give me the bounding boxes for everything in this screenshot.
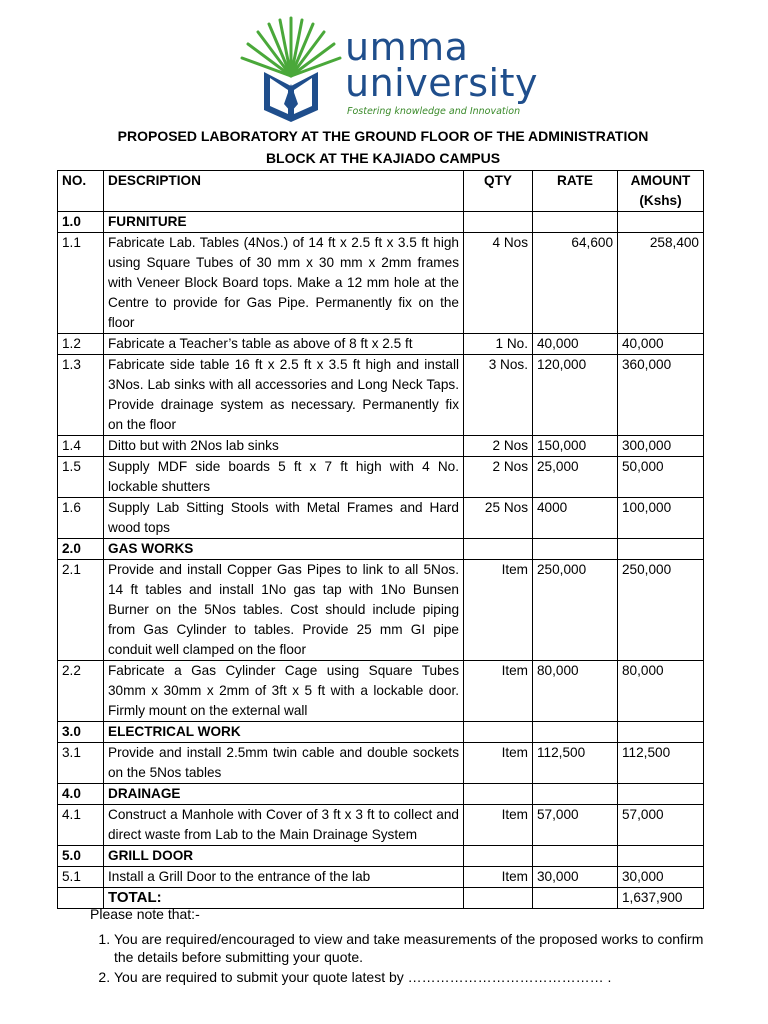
row-number: 5.1 [58,867,104,888]
row-qty: Item [464,867,533,888]
row-description: Fabricate Lab. Tables (4Nos.) of 14 ft x 2.5 ft x 3.5 ft high using Square Tubes of 30 mm x 30 mm x 2mm frames with Veneer Block Board tops. Make a 12 mm hole at the Centre to provide for Gas Pipe. Permanently fix on the floor [104,233,464,334]
table-row [58,355,704,436]
row-amount: 258,400 [618,233,704,334]
row-amount: 40,000 [618,334,704,355]
row-amount: 50,000 [618,457,704,498]
row-amount: 100,000 [618,498,704,539]
row-description: GAS WORKS [104,539,464,560]
row-number: 1.3 [58,355,104,436]
row-number: 1.0 [58,212,104,233]
row-number: 4.1 [58,805,104,846]
table-row [58,498,704,539]
row-description: Fabricate side table 16 ft x 2.5 ft x 3.5 ft high and install 3Nos. Lab sinks with all accessories and Long Neck Taps. Provide drainage system as necessary. Permanently fix on the floor [104,355,464,436]
row-qty: 25 Nos [464,498,533,539]
logo-line-university: university [345,61,538,105]
table-header-row [58,171,704,212]
row-description: FURNITURE [104,212,464,233]
row-qty [464,212,533,233]
row-rate: 150,000 [533,436,618,457]
logo-line-umma: umma [345,25,469,69]
row-amount: 250,000 [618,560,704,661]
section-row [58,722,704,743]
table-row [58,457,704,498]
row-rate [533,539,618,560]
row-qty: 3 Nos. [464,355,533,436]
row-amount: 57,000 [618,805,704,846]
row-rate [533,846,618,867]
row-qty [464,722,533,743]
row-number: 1.5 [58,457,104,498]
row-number: 2.0 [58,539,104,560]
table-row [58,436,704,457]
section-row [58,846,704,867]
header-description: DESCRIPTION [104,171,464,212]
table-body [58,212,704,888]
row-description: Provide and install Copper Gas Pipes to link to all 5Nos. 14 ft tables and install 1No gas tap with 1No Bunsen Burner on the 5Nos tables. Cost should include piping from Gas Cylinder to tables. Provide 25 mm GI pipe conduit well clamped on the floor [104,560,464,661]
row-amount [618,784,704,805]
row-number: 2.2 [58,661,104,722]
row-description: Supply Lab Sitting Stools with Metal Frames and Hard wood tops [104,498,464,539]
row-qty: 2 Nos [464,436,533,457]
row-qty: Item [464,805,533,846]
row-rate: 250,000 [533,560,618,661]
logo-tagline: Fostering knowledge and Innovation [347,106,521,117]
row-rate: 80,000 [533,661,618,722]
notes-intro: Please note that:- [90,906,200,922]
section-row [58,539,704,560]
table-row [58,867,704,888]
row-amount [618,212,704,233]
row-number: 3.1 [58,743,104,784]
row-qty [464,784,533,805]
row-amount [618,539,704,560]
row-description: Construct a Manhole with Cover of 3 ft x 3 ft to collect and direct waste from Lab to the Main Drainage System [104,805,464,846]
row-number: 1.6 [58,498,104,539]
row-amount: 112,500 [618,743,704,784]
row-description: Fabricate a Gas Cylinder Cage using Square Tubes 30mm x 30mm x 2mm of 3ft x 5 ft with a lockable door. Firmly mount on the external wall [104,661,464,722]
row-qty: 2 Nos [464,457,533,498]
row-number: 4.0 [58,784,104,805]
row-qty: 1 No. [464,334,533,355]
row-amount: 300,000 [618,436,704,457]
total-qty-cell [464,888,533,909]
row-description: GRILL DOOR [104,846,464,867]
row-description: Fabricate a Teacher’s table as above of 8 ft x 2.5 ft [104,334,464,355]
total-amount: 1,637,900 [618,888,704,909]
table-row [58,805,704,846]
row-amount: 360,000 [618,355,704,436]
table-row [58,233,704,334]
table-row [58,743,704,784]
header-no: NO. [58,171,104,212]
row-qty: Item [464,743,533,784]
document-title-line2: BLOCK AT THE KAJIADO CAMPUS [265,150,501,166]
table-row [58,334,704,355]
notes-list [90,930,704,988]
row-qty: 4 Nos [464,233,533,334]
row-number: 1.4 [58,436,104,457]
row-description: ELECTRICAL WORK [104,722,464,743]
row-qty: Item [464,560,533,661]
row-qty [464,846,533,867]
row-amount [618,846,704,867]
total-label: TOTAL: [104,888,464,909]
row-description: Install a Grill Door to the entrance of the lab [104,867,464,888]
row-description: Supply MDF side boards 5 ft x 7 ft high with 4 No. lockable shutters [104,457,464,498]
row-rate: 112,500 [533,743,618,784]
row-rate: 4000 [533,498,618,539]
row-rate: 64,600 [533,233,618,334]
leaf-book-emblem-icon [236,14,346,124]
row-rate: 120,000 [533,355,618,436]
row-amount [618,722,704,743]
header-qty: QTY [464,171,533,212]
row-rate [533,212,618,233]
row-number: 1.2 [58,334,104,355]
row-rate: 57,000 [533,805,618,846]
row-number: 2.1 [58,560,104,661]
row-number: 5.0 [58,846,104,867]
bill-of-quantities-table [57,170,704,909]
row-rate: 40,000 [533,334,618,355]
row-description: Provide and install 2.5mm twin cable and double sockets on the 5Nos tables [104,743,464,784]
table-row [58,661,704,722]
row-rate [533,722,618,743]
row-number: 1.1 [58,233,104,334]
row-rate [533,784,618,805]
note-item: 1. You are required/encouraged to view and take measurements of the proposed works to confirm the details before submitting your quote. [114,930,704,966]
document-title-line1: PROPOSED LABORATORY AT THE GROUND FLOOR OF THE ADMINISTRATION [117,128,649,144]
row-number: 3.0 [58,722,104,743]
header-amount: AMOUNT (Kshs) [618,171,704,212]
row-amount: 80,000 [618,661,704,722]
row-rate: 30,000 [533,867,618,888]
row-qty: Item [464,661,533,722]
section-row [58,784,704,805]
row-rate: 25,000 [533,457,618,498]
header-rate: RATE [533,171,618,212]
total-rate-cell [533,888,618,909]
table-row [58,560,704,661]
row-description: Ditto but with 2Nos lab sinks [104,436,464,457]
row-qty [464,539,533,560]
row-amount: 30,000 [618,867,704,888]
note-item: 2. You are required to submit your quote latest by …………………………………… . [114,968,704,986]
row-description: DRAINAGE [104,784,464,805]
section-row [58,212,704,233]
